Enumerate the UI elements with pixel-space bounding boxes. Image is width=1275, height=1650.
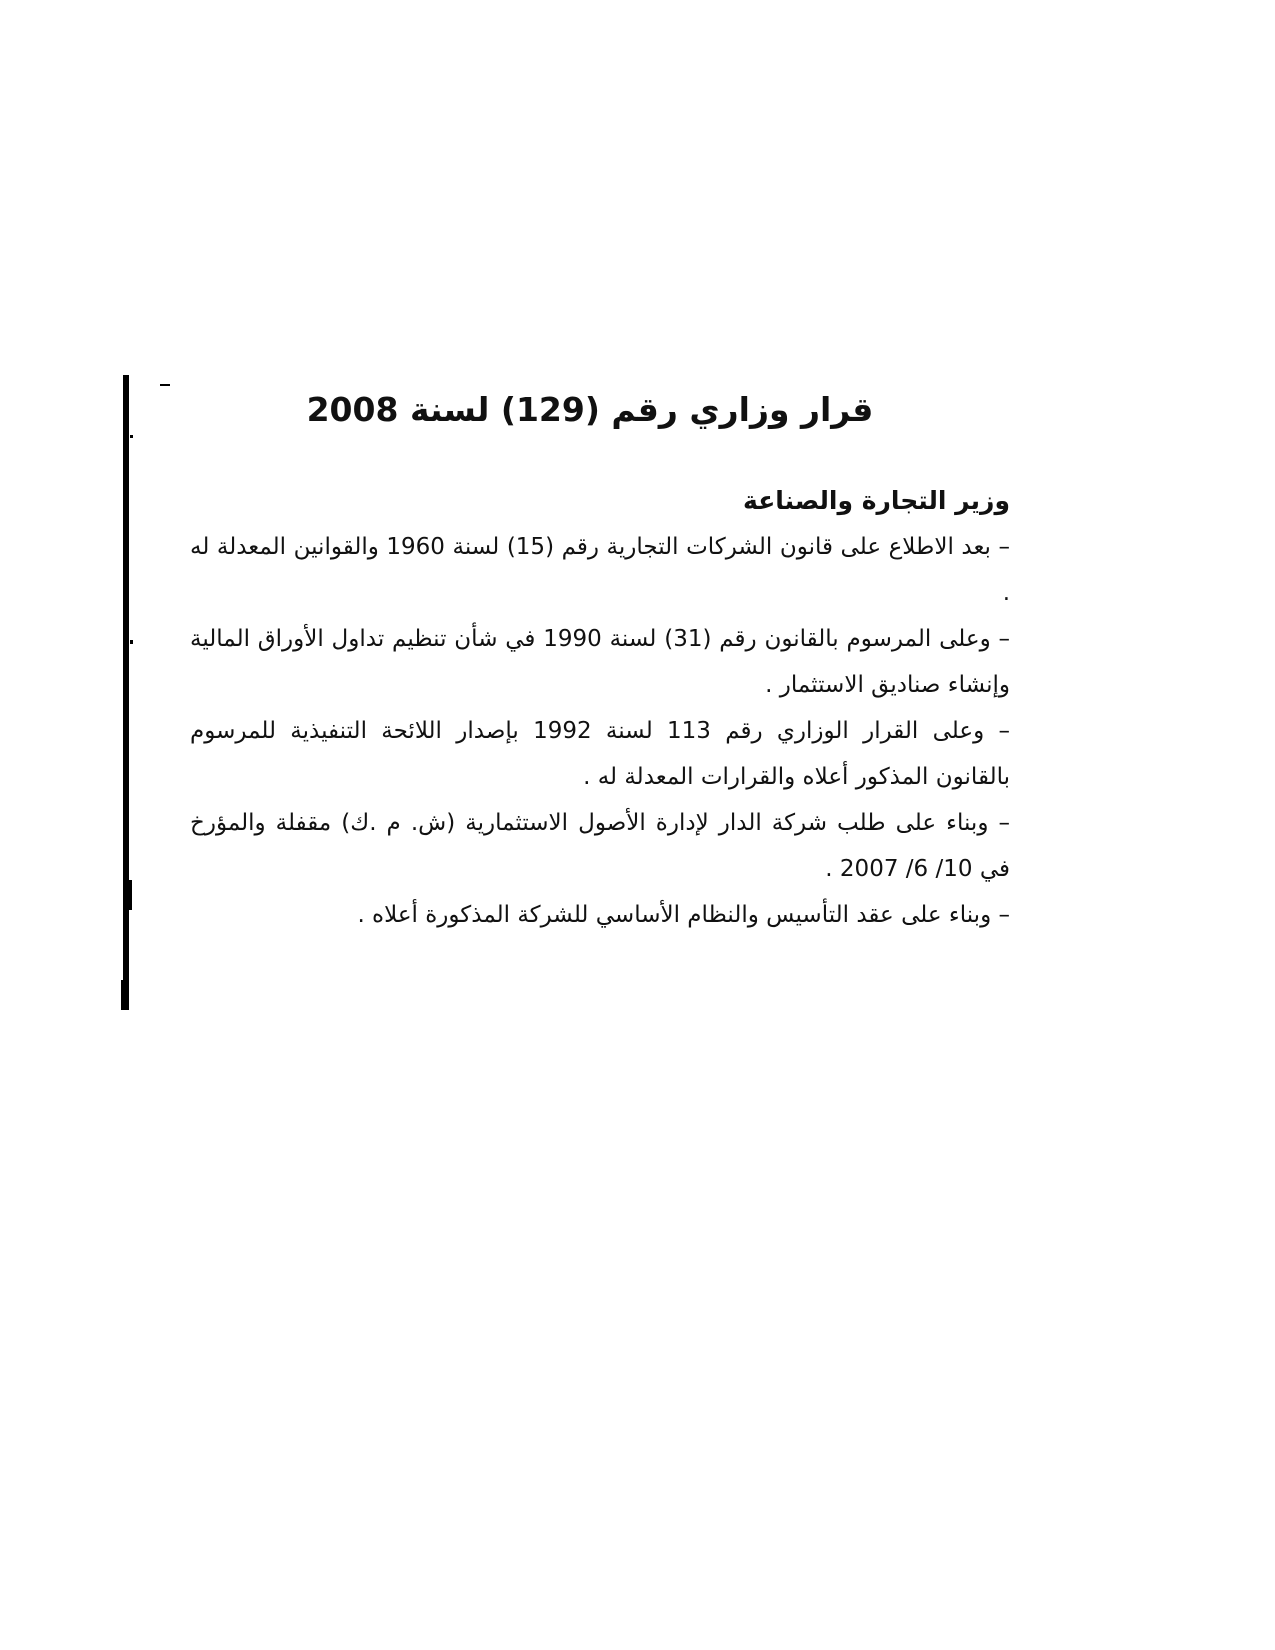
preamble-paragraph: – وعلى القرار الوزاري رقم 113 لسنة 1992 بإصدار اللائحة التنفيذية للمرسوم بالقانون المذكور أعلاه والقرارات المعدلة له .: [190, 718, 1011, 790]
scan-speck: [130, 640, 133, 644]
preamble-paragraph: – وبناء على عقد التأسيس والنظام الأساسي للشركة المذكورة أعلاه .: [357, 902, 1010, 928]
scan-speck: [130, 435, 133, 438]
preamble-paragraph: – وبناء على طلب شركة الدار لإدارة الأصول الاستثمارية (ش. م .ك) مقفلة والمؤرخ في 10/ 6/ 2007 .: [190, 810, 1010, 882]
decree-title: قرار وزاري رقم (129) لسنة 2008: [306, 390, 874, 429]
scan-edge-line: [123, 375, 129, 1010]
scan-speck: [129, 880, 132, 910]
scan-speck: [160, 384, 170, 386]
preamble-paragraph: – وعلى المرسوم بالقانون رقم (31) لسنة 1990 في شأن تنظيم تداول الأوراق المالية وإنشاء صناديق الاستثمار .: [190, 626, 1010, 698]
scan-edge-mark: [121, 980, 129, 1010]
decree-body: [190, 478, 1010, 938]
issuer-heading: وزير التجارة والصناعة: [743, 486, 1010, 515]
preamble-paragraph: – بعد الاطلاع على قانون الشركات التجارية رقم (15) لسنة 1960 والقوانين المعدلة له .: [190, 534, 1010, 606]
